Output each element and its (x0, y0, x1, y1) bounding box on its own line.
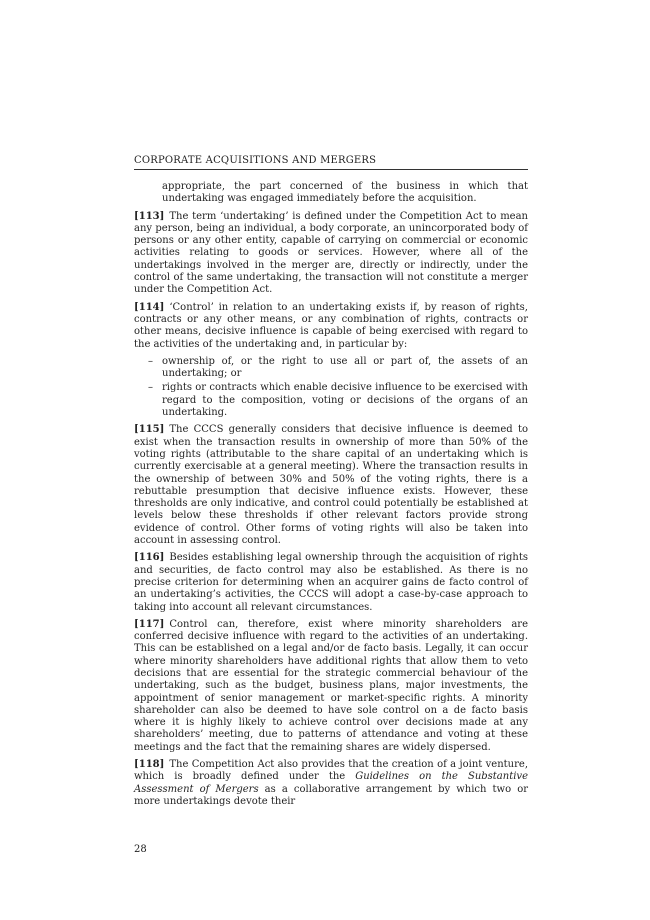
paragraph-117 (134, 619, 528, 754)
paragraph-113 (134, 211, 528, 297)
bullet-dash: – (148, 382, 153, 394)
list-item-text: ownership of, or the right to use all or part of, the assets of an undertaking; or (162, 355, 528, 380)
control-criteria-list (134, 356, 528, 419)
paragraph-number: [114] (134, 301, 165, 313)
list-item (134, 382, 528, 419)
paragraph-text: Besides establishing legal ownership through the acquisition of rights and securities, de facto control may also be established. As there is no precise criterion for determining when an acquirer gains de facto control of an undertaking’s activities, the CCCS will adopt a case-by-case approach to taking into account all relevant circumstances. (134, 552, 528, 613)
paragraph-114 (134, 302, 528, 351)
paragraph-number: [118] (134, 759, 165, 771)
paragraph-number: [113] (134, 210, 165, 222)
paragraph-115 (134, 424, 528, 547)
paragraph-text: Control can, therefore, exist where minority shareholders are conferred decisive influence with regard to the activities of an undertaking. This can be established on a legal and/or de facto basis. Legally, it can occur where minority shareholders have additional rights that allow them to veto decisions that are essential for the strategic commercial behaviour of the undertaking, such as the budget, business plans, major investments, the appointment of senior management or market-specific rights. A minority shareholder can also be deemed to have sole control on a de facto basis where it is highly likely to achieve control over decisions made at any shareholders’ meeting, due to patterns of attendance and voting at these meetings and the fact that the remaining shares are widely dispersed. (134, 618, 528, 753)
list-item (134, 356, 528, 381)
paragraph-text-start: The Competition Act also provides that the creation of a joint venture, which is broadly defined under the (134, 759, 528, 783)
paragraph-116 (134, 552, 528, 613)
guidelines-title: Guidelines on the Substantive Assessment of Mergers (134, 771, 528, 795)
paragraph-number: [117] (134, 618, 165, 630)
running-header: CORPORATE ACQUISITIONS AND MERGERS (134, 155, 528, 170)
paragraph-text: The term ‘undertaking’ is defined under the Competition Act to mean any person, being an individual, a body corporate, an unincorporated body of persons or any other entity, capable of carrying on commercial or economic activities relating to goods or services. However, where all of the undertakings involved in the merger are, directly or indirectly, under the control of the same undertaking, the transaction will not constitute a merger under the Competition Act. (134, 210, 528, 296)
paragraph-118 (134, 759, 528, 808)
continuation-text: appropriate, the part concerned of the business in which that undertaking was engaged immediately before the acquisition. (162, 181, 528, 205)
paragraph-number: [116] (134, 552, 165, 564)
bullet-dash: – (148, 355, 153, 367)
body-text (134, 181, 528, 813)
page-number: 28 (134, 844, 147, 855)
paragraph-number: [115] (134, 424, 165, 436)
list-item-text: rights or contracts which enable decisive influence to be exercised with regard to the composition, voting or decisions of the organs of an undertaking. (162, 382, 528, 419)
paragraph-text: The CCCS generally considers that decisive influence is deemed to exist when the transaction results in ownership of more than 50% of the voting rights (attributable to the share capital of an undertaking which is currently exercisable at a general meeting). Where the transaction results in the ownership of between 30% and 50% of the voting rights, there is a rebuttable presumption that decisive influence exists. However, these thresholds are only indicative, and control could potentially be established at levels below these thresholds if other relevant factors provide strong evidence of control. Other forms of voting rights will also be taken into account in assessing control. (134, 424, 528, 547)
paragraph-text: ‘Control’ in relation to an undertaking exists if, by reason of rights, contracts or any other means, or any combination of rights, contracts or other means, decisive influence is capable of being exercised with regard to the activities of the undertaking and, in particular by: (134, 301, 528, 350)
paragraph-text-end: as a collaborative arrangement by which two or more undertakings devote their (134, 783, 528, 807)
